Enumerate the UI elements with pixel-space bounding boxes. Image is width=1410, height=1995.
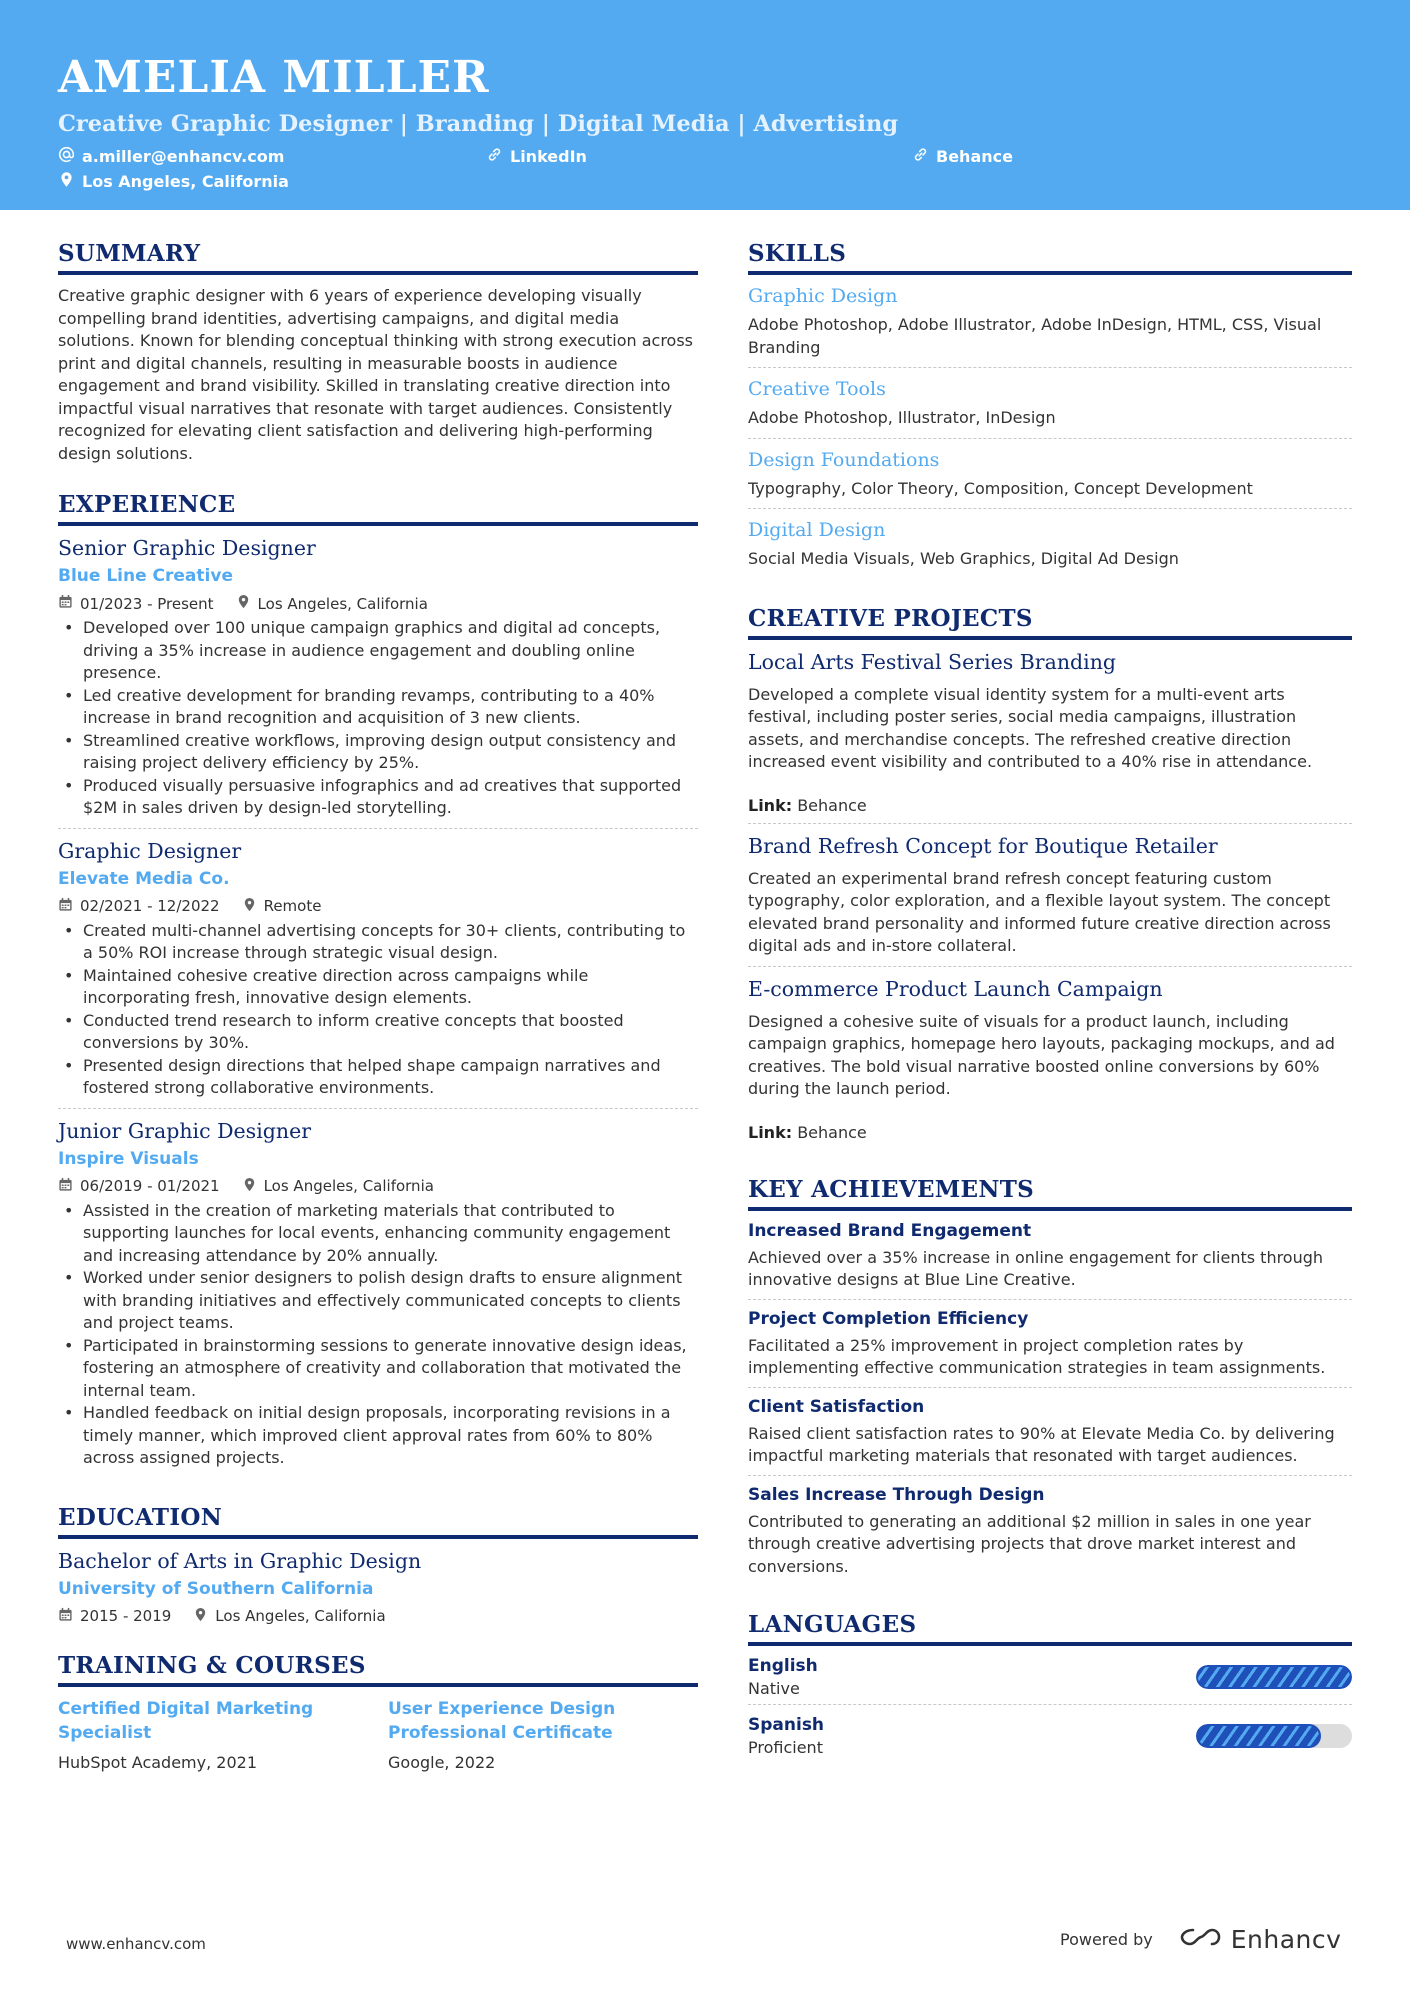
section-title: EDUCATION bbox=[58, 1504, 698, 1539]
school-name: University of Southern California bbox=[58, 1578, 374, 1599]
right-column bbox=[748, 240, 1352, 1789]
course-provider: Google, 2022 bbox=[388, 1752, 496, 1772]
skill-group-items: Typography, Color Theory, Composition, Concept Development bbox=[748, 478, 1253, 498]
bullet: • Created multi-channel advertising concepts for 30+ clients, contributing to a 50% ROI increase through strategic visual design. bbox=[58, 920, 698, 965]
bullet: • Assisted in the creation of marketing materials that contributed to supporting launches for local events, enhancing community engagement and increasing attendance by 20% annually. bbox=[58, 1200, 698, 1268]
education-section bbox=[58, 1504, 698, 1626]
bullet: • Worked under senior designers to polish design drafts to ensure alignment with branding initiatives and effectively communicated concepts to clients and project teams. bbox=[58, 1267, 698, 1335]
job-meta bbox=[58, 1177, 698, 1196]
education-location: Los Angeles, California bbox=[215, 1607, 386, 1625]
bullet: • Produced visually persuasive infographics and ad creatives that supported $2M in sales driven by design-led storytelling. bbox=[58, 775, 698, 820]
course-item bbox=[58, 1697, 368, 1772]
skill-group-title: Creative Tools bbox=[748, 378, 886, 400]
skill-group-title: Graphic Design bbox=[748, 285, 898, 307]
job-entry bbox=[58, 1119, 698, 1478]
skill-group bbox=[748, 285, 1352, 368]
enhancv-logo[interactable] bbox=[1179, 1925, 1342, 1954]
location-pin-icon bbox=[236, 594, 251, 613]
candidate-name: AMELIA MILLER bbox=[58, 52, 490, 103]
proficiency-fill bbox=[1196, 1724, 1321, 1748]
projects-section bbox=[748, 605, 1352, 1150]
job-bullets bbox=[58, 1200, 698, 1470]
language-level: Native bbox=[748, 1679, 800, 1698]
link-icon bbox=[912, 146, 929, 167]
bullet: • Led creative development for branding revamps, contributing to a 40% increase in brand recognition and acquisition of 3 new clients. bbox=[58, 685, 698, 730]
skills-section bbox=[748, 240, 1352, 579]
linkedin-contact[interactable] bbox=[486, 146, 587, 167]
education-dates: 2015 - 2019 bbox=[80, 1607, 172, 1625]
achievement-item bbox=[748, 1309, 1352, 1388]
project-link-label: Link: bbox=[748, 795, 793, 815]
job-dates: 02/2021 - 12/2022 bbox=[80, 897, 220, 915]
bullet: • Streamlined creative workflows, improving design output consistency and raising project delivery efficiency by 25%. bbox=[58, 730, 698, 775]
link-icon bbox=[486, 146, 503, 167]
location-text: Los Angeles, California bbox=[82, 172, 289, 191]
project-title: Brand Refresh Concept for Boutique Retailer bbox=[748, 833, 1218, 858]
language-name: English bbox=[748, 1656, 818, 1676]
achievement-text: Raised client satisfaction rates to 90% at Elevate Media Co. by delivering impactful marketing materials that resonated with target audiences. bbox=[748, 1423, 1335, 1465]
project-title: E-commerce Product Launch Campaign bbox=[748, 976, 1163, 1001]
skill-group-title: Digital Design bbox=[748, 519, 886, 541]
section-title: KEY ACHIEVEMENTS bbox=[748, 1176, 1352, 1211]
job-bullets bbox=[58, 920, 698, 1100]
bullet: • Handled feedback on initial design proposals, incorporating revisions in a timely manner, which improved client approval rates from 60% to 80% across assigned projects. bbox=[58, 1402, 698, 1470]
achievement-item bbox=[748, 1485, 1352, 1586]
proficiency-bar bbox=[1196, 1724, 1352, 1748]
calendar-icon bbox=[58, 594, 73, 613]
job-meta bbox=[58, 897, 698, 916]
email-contact[interactable] bbox=[58, 146, 284, 167]
education-meta bbox=[58, 1607, 698, 1626]
achievement-text: Contributed to generating an additional $2 million in sales in one year through creative advertising projects that drove market interest and conversions. bbox=[748, 1511, 1311, 1576]
tagline: Creative Graphic Designer | Branding | Digital Media | Advertising bbox=[58, 111, 899, 137]
project-description: Developed a complete visual identity system for a multi-event arts festival, including poster series, social media campaigns, illustration assets, and merchandise concepts. The refreshed creative direction increased event visibility and contributed to a 40% rise in attendance. bbox=[748, 684, 1313, 771]
languages-section bbox=[748, 1611, 1352, 1763]
project-link-text[interactable]: Behance bbox=[797, 1122, 867, 1142]
language-name: Spanish bbox=[748, 1715, 825, 1735]
skill-group bbox=[748, 519, 1352, 579]
achievement-text: Achieved over a 35% increase in online engagement for clients through innovative designs at Blue Line Creative. bbox=[748, 1247, 1324, 1289]
proficiency-bar bbox=[1196, 1665, 1352, 1689]
job-location: Los Angeles, California bbox=[263, 1177, 434, 1195]
language-level: Proficient bbox=[748, 1738, 823, 1757]
section-title: TRAINING & COURSES bbox=[58, 1652, 698, 1687]
bullet: • Maintained cohesive creative direction across campaigns while incorporating fresh, innovative design elements. bbox=[58, 965, 698, 1010]
course-provider: HubSpot Academy, 2021 bbox=[58, 1752, 257, 1772]
section-title: SUMMARY bbox=[58, 240, 698, 275]
job-meta bbox=[58, 594, 698, 613]
company-name: Inspire Visuals bbox=[58, 1148, 199, 1169]
email-text[interactable]: a.miller@enhancv.com bbox=[82, 147, 285, 166]
header bbox=[0, 0, 1410, 210]
skill-group bbox=[748, 449, 1352, 510]
project-link-label: Link: bbox=[748, 1122, 793, 1142]
section-title: CREATIVE PROJECTS bbox=[748, 605, 1352, 640]
achievement-title: Client Satisfaction bbox=[748, 1396, 925, 1417]
summary-section bbox=[58, 240, 698, 465]
skill-group-items: Adobe Photoshop, Adobe Illustrator, Adobe InDesign, HTML, CSS, Visual Branding bbox=[748, 315, 1322, 357]
project-title: Local Arts Festival Series Branding bbox=[748, 649, 1117, 674]
project-description: Designed a cohesive suite of visuals for a product launch, including campaign graphics, homepage hero layouts, packaging mockups, and ad creatives. The bold visual narrative boosted online conversions by 60% during the launch period. bbox=[748, 1011, 1335, 1098]
linkedin-text[interactable]: LinkedIn bbox=[510, 147, 587, 166]
location-pin-icon bbox=[58, 171, 75, 192]
job-title: Junior Graphic Designer bbox=[58, 1118, 312, 1143]
calendar-icon bbox=[58, 1607, 73, 1626]
job-dates: 06/2019 - 01/2021 bbox=[80, 1177, 220, 1195]
project-item bbox=[748, 977, 1352, 1150]
language-item bbox=[748, 1715, 1352, 1763]
course-list bbox=[58, 1697, 698, 1772]
job-dates: 01/2023 - Present bbox=[80, 594, 214, 613]
course-title: User Experience Design Professional Certificate bbox=[388, 1698, 616, 1743]
bullet: • Presented design directions that helped shape campaign narratives and fostered strong collaborative environments. bbox=[58, 1055, 698, 1100]
achievement-item bbox=[748, 1397, 1352, 1476]
footer-branding bbox=[1060, 1925, 1341, 1954]
job-location: Remote bbox=[263, 897, 322, 915]
section-title: EXPERIENCE bbox=[58, 491, 698, 526]
bullet: • Developed over 100 unique campaign graphics and digital ad concepts, driving a 35% increase in audience engagement and doubling online presence. bbox=[58, 617, 698, 685]
powered-by-text: Powered by bbox=[1060, 1930, 1153, 1949]
job-entry bbox=[58, 536, 698, 829]
proficiency-fill bbox=[1196, 1665, 1352, 1689]
footer-website[interactable]: www.enhancv.com bbox=[66, 1935, 206, 1953]
achievement-item bbox=[748, 1221, 1352, 1300]
achievement-text: Facilitated a 25% improvement in project completion rates by implementing effective communication strategies in team assignments. bbox=[748, 1335, 1326, 1377]
job-entry bbox=[58, 839, 698, 1109]
skill-group-title: Design Foundations bbox=[748, 448, 940, 471]
section-title: SKILLS bbox=[748, 240, 1352, 275]
project-link-text[interactable]: Behance bbox=[797, 795, 867, 815]
language-item bbox=[748, 1656, 1352, 1705]
section-title: LANGUAGES bbox=[748, 1611, 1352, 1646]
training-section bbox=[58, 1652, 698, 1772]
bullet: • Conducted trend research to inform creative concepts that boosted conversions by 30%. bbox=[58, 1010, 698, 1055]
location-pin-icon bbox=[242, 897, 257, 916]
job-bullets bbox=[58, 617, 698, 820]
achievements-section bbox=[748, 1176, 1352, 1586]
achievement-title: Project Completion Efficiency bbox=[748, 1308, 1029, 1329]
project-item bbox=[748, 834, 1352, 967]
company-name: Blue Line Creative bbox=[58, 566, 233, 586]
enhancv-logo-text: Enhancv bbox=[1230, 1925, 1342, 1954]
project-link[interactable] bbox=[748, 796, 1352, 815]
skill-group bbox=[748, 378, 1352, 439]
enhancv-logo-icon bbox=[1179, 1925, 1223, 1954]
skill-group-items: Social Media Visuals, Web Graphics, Digital Ad Design bbox=[748, 549, 1179, 568]
calendar-icon bbox=[58, 897, 73, 916]
location-pin-icon bbox=[193, 1607, 208, 1626]
degree-title: Bachelor of Arts in Graphic Design bbox=[58, 1548, 422, 1573]
course-title: Certified Digital Marketing Specialist bbox=[58, 1698, 314, 1743]
project-description: Created an experimental brand refresh concept featuring custom typography, color exploration, and a flexible layout system. The concept elevated brand personality and informed future creative direction across digital ads and in-store collateral. bbox=[748, 868, 1331, 955]
project-link[interactable] bbox=[748, 1123, 1352, 1142]
achievement-title: Sales Increase Through Design bbox=[748, 1484, 1045, 1505]
location-contact bbox=[58, 171, 289, 192]
skill-group-items: Adobe Photoshop, Illustrator, InDesign bbox=[748, 408, 1056, 427]
project-item bbox=[748, 650, 1352, 824]
summary-text: Creative graphic designer with 6 years of experience developing visually compelling brand identities, advertising campaigns, and digital media solutions. Known for blending conceptual thinking with strong execution across print and digital channels, resulting in measurable boosts in audience engagement and brand visibility. Skilled in translating creative direction into impactful visual narratives that resonate with target audiences. Consistently recognized for elevating client satisfaction and delivering high-performing design solutions. bbox=[58, 286, 694, 463]
job-title: Graphic Designer bbox=[58, 838, 242, 863]
experience-section bbox=[58, 491, 698, 1478]
job-title: Senior Graphic Designer bbox=[58, 536, 316, 560]
location-pin-icon bbox=[242, 1177, 257, 1196]
calendar-icon bbox=[58, 1177, 73, 1196]
bullet: • Participated in brainstorming sessions to generate innovative design ideas, fostering an atmosphere of creativity and collaboration that motivated the internal team. bbox=[58, 1335, 698, 1403]
at-icon bbox=[58, 146, 75, 167]
left-column bbox=[58, 240, 698, 1798]
behance-text[interactable]: Behance bbox=[936, 147, 1013, 166]
company-name: Elevate Media Co. bbox=[58, 868, 230, 889]
achievement-title: Increased Brand Engagement bbox=[748, 1220, 1032, 1241]
course-item bbox=[388, 1697, 698, 1772]
job-location: Los Angeles, California bbox=[257, 594, 428, 613]
behance-contact[interactable] bbox=[912, 146, 1013, 167]
